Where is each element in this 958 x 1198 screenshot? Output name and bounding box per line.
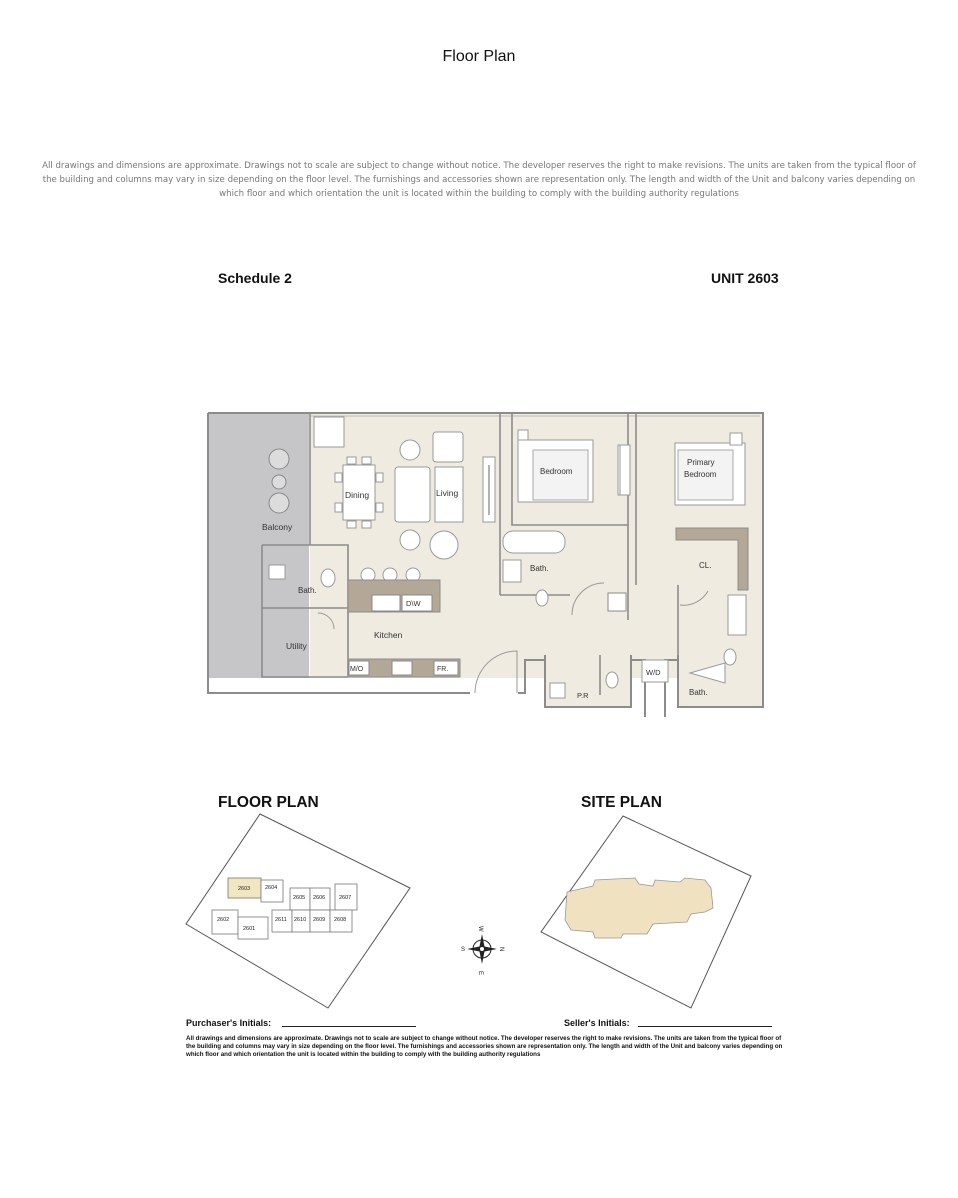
room-dining: Dining <box>345 490 370 500</box>
kitchen-sink <box>372 595 400 611</box>
unit-label: 2609 <box>313 917 326 923</box>
unit-label: 2604 <box>265 885 278 891</box>
room-primary-1: Primary <box>687 458 715 467</box>
purchaser-initials-label: Purchaser's Initials: <box>186 1018 272 1028</box>
bath-right-sinks <box>728 595 746 635</box>
unit-label: 2607 <box>339 895 352 901</box>
compass-icon <box>460 920 520 980</box>
unit-2604 <box>261 880 283 902</box>
room-kitchen: Kitchen <box>374 630 403 640</box>
site-plan <box>535 812 760 1012</box>
unit-label: 2603 <box>238 886 251 892</box>
unit-floor-plan <box>200 405 770 717</box>
bath-right-toilet <box>724 649 736 665</box>
primary-nightstand <box>730 433 742 445</box>
compass-w: W <box>477 926 483 932</box>
unit-label: 2608 <box>334 917 347 923</box>
label-dw: D\W <box>406 599 421 608</box>
room-bath-right: Bath. <box>689 688 708 697</box>
compass-n: N <box>498 947 504 952</box>
unit-label: 2610 <box>294 917 307 923</box>
room-living: Living <box>436 488 459 498</box>
bath-left-sink <box>269 565 285 579</box>
building-footprint <box>565 878 713 938</box>
purchaser-initials-field[interactable] <box>282 1026 416 1027</box>
column-box <box>314 417 344 447</box>
unit-label: 2601 <box>243 926 256 932</box>
balcony-area <box>209 414 309 678</box>
bath-mid-sink <box>503 560 521 582</box>
label-fr: FR. <box>437 666 449 673</box>
bath-mid-toilet <box>536 590 548 606</box>
label-mo: M/O <box>350 666 364 673</box>
unit-label: 2605 <box>293 895 306 901</box>
compass-s: S <box>461 947 466 953</box>
key-plan-units <box>212 878 357 939</box>
bath-left-toilet <box>321 569 335 587</box>
balcony-chairs <box>269 449 289 513</box>
schedule-label: Schedule 2 <box>218 270 292 286</box>
seller-initials-label: Seller's Initials: <box>564 1018 630 1028</box>
room-bath-left: Bath. <box>298 586 317 595</box>
room-bath-mid: Bath. <box>530 564 549 573</box>
seller-initials-field[interactable] <box>638 1026 772 1027</box>
key-plan <box>180 812 415 1012</box>
page-title: Floor Plan <box>442 48 516 65</box>
cooktop <box>392 661 412 675</box>
primary-tv <box>620 445 630 495</box>
closet-box <box>608 593 626 611</box>
site-plan-title: SITE PLAN <box>581 794 662 811</box>
unit-label: 2611 <box>275 917 287 923</box>
room-primary-2: Bedroom <box>684 470 717 479</box>
floor-plan-title: FLOOR PLAN <box>218 794 319 811</box>
bath-mid-tub <box>503 531 565 553</box>
unit-number: UNIT 2603 <box>711 270 779 286</box>
disclaimer-top: All drawings and dimensions are approximate. Drawings not to scale are subject to change without notice. The developer reserves the right to make revisions. The units are taken from the typical floor of the building and columns may vary in size depending on the floor level. The furnishings and accessories shown are representation only. The length and width of the Unit and balcony varies depending on which floor and which orientation the unit is located within the building to comply with the building authority regulations <box>42 161 916 199</box>
pr-toilet <box>606 672 618 688</box>
room-wd: W/D <box>646 668 661 677</box>
unit-label: 2606 <box>313 895 326 901</box>
room-balcony: Balcony <box>262 522 293 532</box>
compass-e: E <box>477 971 483 976</box>
pr-sink <box>550 683 565 698</box>
room-pr: P.R <box>577 691 589 700</box>
unit-label: 2602 <box>217 917 230 923</box>
room-utility: Utility <box>286 641 307 651</box>
room-cl: CL. <box>699 561 712 570</box>
disclaimer-bottom: All drawings and dimensions are approximate. Drawings not to scale are subject to change without notice. The developer reserves the right to make revisions. The units are taken from the typical floor of the building and columns may vary in size depending on the floor level. The furnishings and accessories shown are representation only. The length and width of the Unit and balcony varies depending on which floor and which orientation the unit is located within the building to comply with the building authority regulations <box>186 1035 783 1058</box>
room-bedroom: Bedroom <box>540 467 573 476</box>
bedroom-nightstand <box>518 430 528 440</box>
